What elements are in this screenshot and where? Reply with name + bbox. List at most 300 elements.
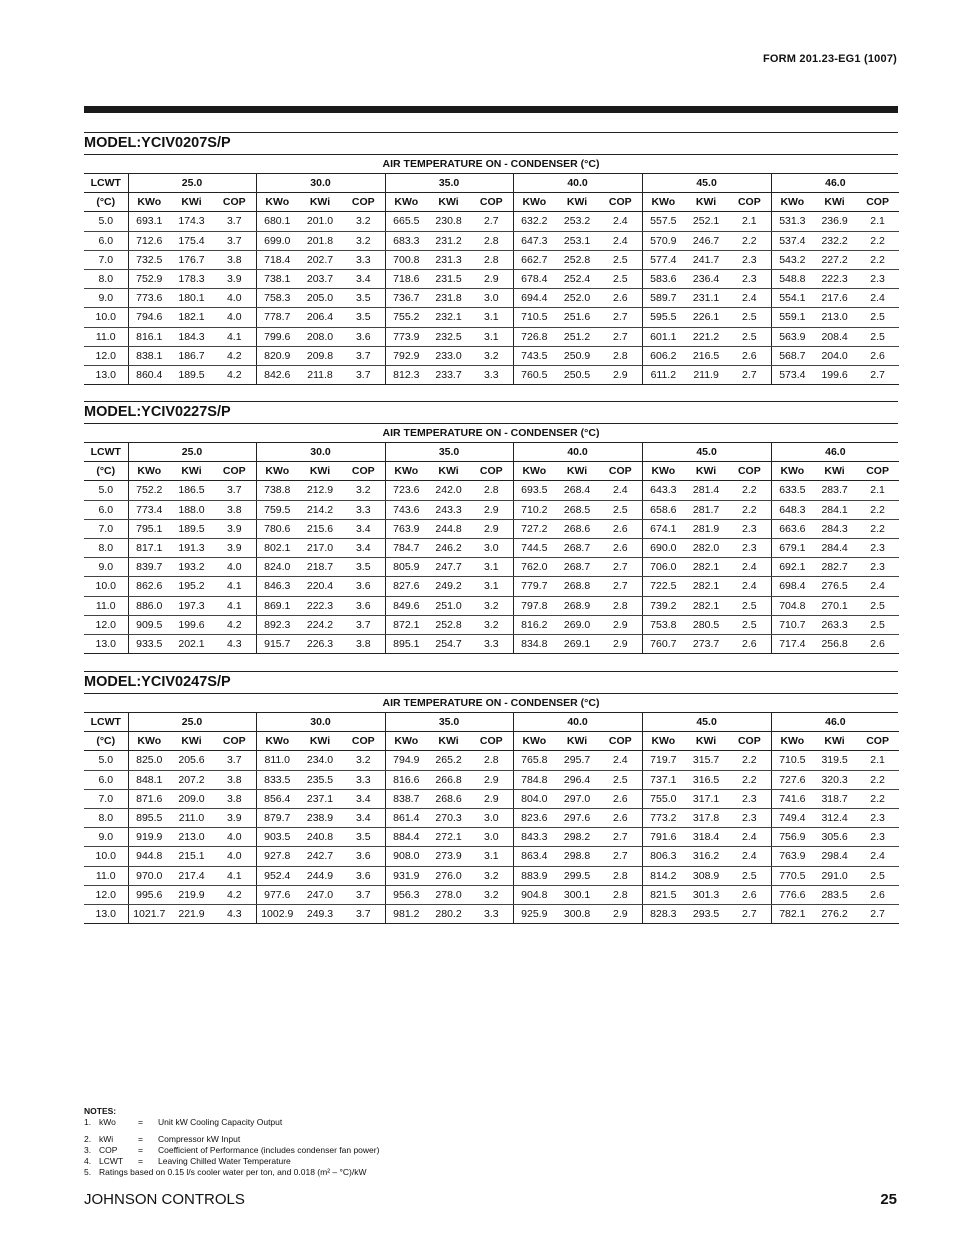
table-cell: 3.1 [470,577,513,596]
table-cell: 760.5 [513,365,555,384]
table-cell: 180.1 [170,289,213,308]
lcwt-value: 12.0 [84,615,128,634]
table-cell: 298.2 [555,828,599,847]
table-cell: 573.4 [771,365,813,384]
table-cell: 2.6 [599,519,642,538]
table-cell: 3.4 [342,269,385,288]
lcwt-value: 13.0 [84,904,128,923]
table-cell: 834.8 [513,634,555,653]
table-cell: 2.5 [599,500,642,519]
table-cell: 797.8 [513,596,555,615]
table-cell: 4.0 [213,289,256,308]
table-cell: 197.3 [170,596,213,615]
table-cell: 317.1 [684,789,728,808]
table-cell: 250.9 [555,346,599,365]
table-cell: 2.5 [728,866,771,885]
table-cell: 211.9 [684,365,728,384]
table-cell: 205.6 [170,751,213,770]
table-cell: 981.2 [385,904,427,923]
column-kwo: KWo [256,193,298,212]
column-kwi: KWi [298,732,342,751]
table-cell: 227.2 [813,250,856,269]
table-cell: 217.4 [170,866,213,885]
table-cell: 811.0 [256,751,298,770]
table-cell: 186.7 [170,346,213,365]
table-cell: 782.1 [771,904,813,923]
lcwt-value: 9.0 [84,558,128,577]
table-cell: 765.8 [513,751,555,770]
table-cell: 2.3 [728,519,771,538]
table-cell: 690.0 [642,538,684,557]
column-cop: COP [342,732,385,751]
table-cell: 694.4 [513,289,555,308]
table-cell: 3.3 [342,770,385,789]
table-cell: 4.1 [213,866,256,885]
table-cell: 254.7 [427,634,470,653]
column-kwo: KWo [513,193,555,212]
column-kwi: KWi [170,732,213,751]
table-cell: 3.8 [213,770,256,789]
table-cell: 2.6 [599,789,642,808]
table-cell: 2.8 [470,751,513,770]
table-row [84,558,899,577]
note-item [84,1145,379,1156]
performance-table [84,174,899,385]
table-cell: 276.2 [813,904,856,923]
table-cell: 727.2 [513,519,555,538]
lcwt-value: 6.0 [84,500,128,519]
table-cell: 251.6 [555,308,599,327]
table-cell: 557.5 [642,212,684,231]
table-cell: 226.1 [684,308,728,327]
air-temperature-heading: AIR TEMPERATURE ON - CONDENSER (°C) [84,424,898,443]
table-cell: 791.6 [642,828,684,847]
table-row [84,808,899,827]
table-cell: 308.9 [684,866,728,885]
table-cell: 568.7 [771,346,813,365]
table-cell: 3.5 [342,558,385,577]
table-cell: 2.5 [599,250,642,269]
table-cell: 927.8 [256,847,298,866]
table-cell: 3.2 [470,346,513,365]
table-cell: 1002.9 [256,904,298,923]
table-cell: 3.6 [342,327,385,346]
table-cell: 658.6 [642,500,684,519]
lcwt-value: 12.0 [84,346,128,365]
table-cell: 244.9 [298,866,342,885]
table-cell: 4.3 [213,904,256,923]
table-cell: 4.2 [213,365,256,384]
table-cell: 268.4 [555,481,599,500]
note-text: Ratings based on 0.15 l/s cooler water per ton, and 0.018 (m² – °C)/kW [99,1167,367,1177]
table-cell: 297.0 [555,789,599,808]
table-cell: 250.5 [555,365,599,384]
table-cell: 755.2 [385,308,427,327]
table-cell: 298.8 [555,847,599,866]
table-cell: 220.4 [298,577,342,596]
table-cell: 243.3 [427,500,470,519]
table-cell: 4.0 [213,308,256,327]
table-cell: 647.3 [513,231,555,250]
lcwt-value: 10.0 [84,847,128,866]
lcwt-value: 5.0 [84,212,128,231]
model-title: MODEL:YCIV0207S/P [84,132,898,155]
column-cop: COP [213,193,256,212]
table-row [84,250,899,269]
table-cell: 280.5 [684,615,728,634]
column-kwo: KWo [771,193,813,212]
table-cell: 276.5 [813,577,856,596]
table-cell: 2.3 [856,828,899,847]
table-cell: 839.7 [128,558,170,577]
air-temperature-value: 30.0 [256,174,385,193]
table-cell: 758.3 [256,289,298,308]
table-cell: 251.0 [427,596,470,615]
table-cell: 195.2 [170,577,213,596]
table-cell: 3.1 [470,327,513,346]
table-cell: 276.0 [427,866,470,885]
table-cell: 570.9 [642,231,684,250]
table-cell: 2.5 [599,269,642,288]
table-cell: 816.6 [385,770,427,789]
note-text: Unit kW Cooling Capacity Output [158,1117,283,1127]
table-cell: 249.2 [427,577,470,596]
table-cell: 589.7 [642,289,684,308]
table-cell: 231.5 [427,269,470,288]
table-cell: 756.9 [771,828,813,847]
table-cell: 784.7 [385,538,427,557]
table-cell: 268.9 [555,596,599,615]
table-cell: 4.0 [213,847,256,866]
table-cell: 222.3 [813,269,856,288]
table-cell: 662.7 [513,250,555,269]
table-row [84,789,899,808]
table-cell: 246.2 [427,538,470,557]
table-cell: 537.4 [771,231,813,250]
table-cell: 218.7 [298,558,342,577]
table-cell: 795.1 [128,519,170,538]
table-cell: 3.9 [213,808,256,827]
table-cell: 762.0 [513,558,555,577]
lcwt-label: LCWT [84,713,128,732]
table-cell: 235.5 [298,770,342,789]
table-cell: 3.9 [213,519,256,538]
table-cell: 648.3 [771,500,813,519]
table-cell: 213.0 [170,828,213,847]
table-cell: 601.1 [642,327,684,346]
table-cell: 219.9 [170,885,213,904]
table-cell: 723.6 [385,481,427,500]
table-cell: 2.6 [728,885,771,904]
table-cell: 211.0 [170,808,213,827]
table-cell: 814.2 [642,866,684,885]
table-row [84,346,899,365]
table-cell: 3.2 [470,866,513,885]
table-cell: 871.6 [128,789,170,808]
table-cell: 879.7 [256,808,298,827]
table-cell: 554.1 [771,289,813,308]
model-section [84,401,898,654]
table-cell: 752.2 [128,481,170,500]
air-temperature-heading: AIR TEMPERATURE ON - CONDENSER (°C) [84,155,898,174]
table-cell: 268.7 [555,538,599,557]
table-row [84,365,899,384]
table-cell: 244.8 [427,519,470,538]
column-kwo: KWo [642,462,684,481]
table-cell: 838.7 [385,789,427,808]
note-equals: = [138,1156,143,1166]
lcwt-value: 9.0 [84,828,128,847]
table-cell: 718.6 [385,269,427,288]
table-cell: 3.7 [213,481,256,500]
table-cell: 3.6 [342,866,385,885]
table-cell: 230.8 [427,212,470,231]
table-cell: 4.2 [213,615,256,634]
table-cell: 2.9 [599,365,642,384]
note-key: kWi [99,1134,114,1144]
column-cop: COP [342,193,385,212]
table-cell: 3.3 [470,365,513,384]
table-cell: 3.3 [470,634,513,653]
table-cell: 3.6 [342,596,385,615]
table-cell: 3.2 [342,481,385,500]
model-title: MODEL:YCIV0227S/P [84,401,898,424]
column-header-row [84,462,899,481]
table-cell: 282.1 [684,577,728,596]
table-cell: 760.7 [642,634,684,653]
air-temperature-value: 25.0 [128,443,256,462]
table-cell: 2.5 [728,327,771,346]
table-cell: 281.7 [684,500,728,519]
air-temperature-value: 46.0 [771,713,899,732]
note-equals: = [138,1117,143,1127]
note-item [84,1167,379,1178]
air-temperature-value: 45.0 [642,443,771,462]
column-kwo: KWo [385,193,427,212]
table-cell: 283.7 [813,481,856,500]
table-cell: 778.7 [256,308,298,327]
table-cell: 3.5 [342,289,385,308]
table-cell: 2.2 [728,770,771,789]
table-cell: 908.0 [385,847,427,866]
table-cell: 816.1 [128,327,170,346]
table-cell: 693.5 [513,481,555,500]
lcwt-value: 12.0 [84,885,128,904]
table-cell: 2.2 [728,481,771,500]
table-cell: 2.7 [856,904,899,923]
table-cell: 802.1 [256,538,298,557]
table-cell: 2.6 [599,808,642,827]
table-cell: 726.8 [513,327,555,346]
table-row [84,615,899,634]
table-cell: 738.8 [256,481,298,500]
air-temperature-value: 45.0 [642,713,771,732]
table-cell: 680.1 [256,212,298,231]
table-cell: 247.0 [298,885,342,904]
column-cop: COP [470,462,513,481]
table-cell: 242.0 [427,481,470,500]
temperature-header-row [84,174,899,193]
table-cell: 252.4 [555,269,599,288]
table-cell: 3.7 [213,751,256,770]
table-cell: 318.4 [684,828,728,847]
table-cell: 252.0 [555,289,599,308]
table-cell: 2.7 [599,558,642,577]
column-kwi: KWi [170,462,213,481]
table-cell: 2.2 [856,519,899,538]
table-cell: 843.3 [513,828,555,847]
model-section [84,132,898,385]
table-cell: 2.2 [728,751,771,770]
table-cell: 249.3 [298,904,342,923]
table-cell: 2.9 [470,269,513,288]
column-cop: COP [856,732,899,751]
table-cell: 816.2 [513,615,555,634]
table-cell: 176.7 [170,250,213,269]
table-cell: 2.6 [728,634,771,653]
table-cell: 2.9 [470,770,513,789]
table-cell: 710.2 [513,500,555,519]
table-cell: 700.8 [385,250,427,269]
table-cell: 2.7 [599,308,642,327]
column-cop: COP [470,193,513,212]
table-cell: 861.4 [385,808,427,827]
lcwt-unit: (°C) [84,732,128,751]
table-cell: 2.2 [728,231,771,250]
table-cell: 995.6 [128,885,170,904]
air-temperature-value: 40.0 [513,174,642,193]
table-cell: 214.2 [298,500,342,519]
table-cell: 202.1 [170,634,213,653]
table-cell: 692.1 [771,558,813,577]
column-header-row [84,193,899,212]
table-cell: 699.0 [256,231,298,250]
note-number: 4. [84,1156,92,1166]
table-cell: 2.1 [856,751,899,770]
table-row [84,289,899,308]
table-cell: 3.5 [342,828,385,847]
table-cell: 3.9 [213,538,256,557]
table-cell: 296.4 [555,770,599,789]
table-cell: 773.2 [642,808,684,827]
table-cell: 242.7 [298,847,342,866]
table-cell: 804.0 [513,789,555,808]
air-temperature-value: 30.0 [256,443,385,462]
table-cell: 270.3 [427,808,470,827]
note-text: Compressor kW Input [158,1134,241,1144]
air-temperature-value: 45.0 [642,174,771,193]
note-key: COP [99,1145,118,1155]
table-cell: 201.8 [298,231,342,250]
page-number: 25 [880,1191,897,1208]
table-cell: 189.5 [170,519,213,538]
table-cell: 215.6 [298,519,342,538]
column-kwi: KWi [427,193,470,212]
table-cell: 3.1 [470,558,513,577]
table-cell: 3.7 [342,615,385,634]
table-cell: 773.6 [128,289,170,308]
table-cell: 824.0 [256,558,298,577]
table-cell: 825.0 [128,751,170,770]
note-number: 3. [84,1145,92,1155]
column-kwi: KWi [298,462,342,481]
table-cell: 805.9 [385,558,427,577]
table-cell: 4.2 [213,885,256,904]
column-cop: COP [599,193,642,212]
table-cell: 237.1 [298,789,342,808]
table-cell: 909.5 [128,615,170,634]
table-cell: 269.0 [555,615,599,634]
note-item [84,1156,379,1167]
table-cell: 212.9 [298,481,342,500]
table-cell: 2.5 [856,308,899,327]
table-cell: 2.6 [856,346,899,365]
table-cell: 209.0 [170,789,213,808]
table-cell: 2.5 [728,308,771,327]
table-cell: 205.0 [298,289,342,308]
note-text: Coefficient of Performance (includes condenser fan power) [158,1145,380,1155]
table-cell: 883.9 [513,866,555,885]
table-cell: 693.1 [128,212,170,231]
table-cell: 293.5 [684,904,728,923]
column-kwi: KWi [427,732,470,751]
notes [84,1106,379,1178]
table-cell: 2.8 [470,231,513,250]
table-cell: 743.5 [513,346,555,365]
table-row [84,538,899,557]
table-row [84,751,899,770]
note-number: 5. [84,1167,92,1177]
table-cell: 236.9 [813,212,856,231]
table-cell: 231.8 [427,289,470,308]
column-kwo: KWo [128,732,170,751]
air-temperature-value: 35.0 [385,443,513,462]
table-cell: 753.8 [642,615,684,634]
table-cell: 2.4 [599,481,642,500]
table-cell: 678.4 [513,269,555,288]
table-cell: 2.9 [470,519,513,538]
table-cell: 282.1 [684,596,728,615]
table-row [84,308,899,327]
table-cell: 755.0 [642,789,684,808]
air-temperature-value: 40.0 [513,443,642,462]
table-cell: 737.1 [642,770,684,789]
lcwt-value: 10.0 [84,577,128,596]
table-cell: 221.2 [684,327,728,346]
table-cell: 246.7 [684,231,728,250]
table-cell: 919.9 [128,828,170,847]
column-kwi: KWi [684,462,728,481]
column-kwi: KWi [813,193,856,212]
table-cell: 559.1 [771,308,813,327]
table-cell: 4.0 [213,828,256,847]
table-cell: 4.1 [213,577,256,596]
table-cell: 3.7 [342,904,385,923]
table-cell: 903.5 [256,828,298,847]
air-temperature-value: 35.0 [385,713,513,732]
lcwt-value: 5.0 [84,481,128,500]
lcwt-value: 9.0 [84,289,128,308]
header-rule [84,106,898,113]
table-cell: 3.2 [342,231,385,250]
table-cell: 3.3 [470,904,513,923]
table-cell: 674.1 [642,519,684,538]
table-cell: 247.7 [427,558,470,577]
table-cell: 4.2 [213,346,256,365]
table-cell: 823.6 [513,808,555,827]
table-cell: 3.8 [213,250,256,269]
lcwt-value: 11.0 [84,327,128,346]
